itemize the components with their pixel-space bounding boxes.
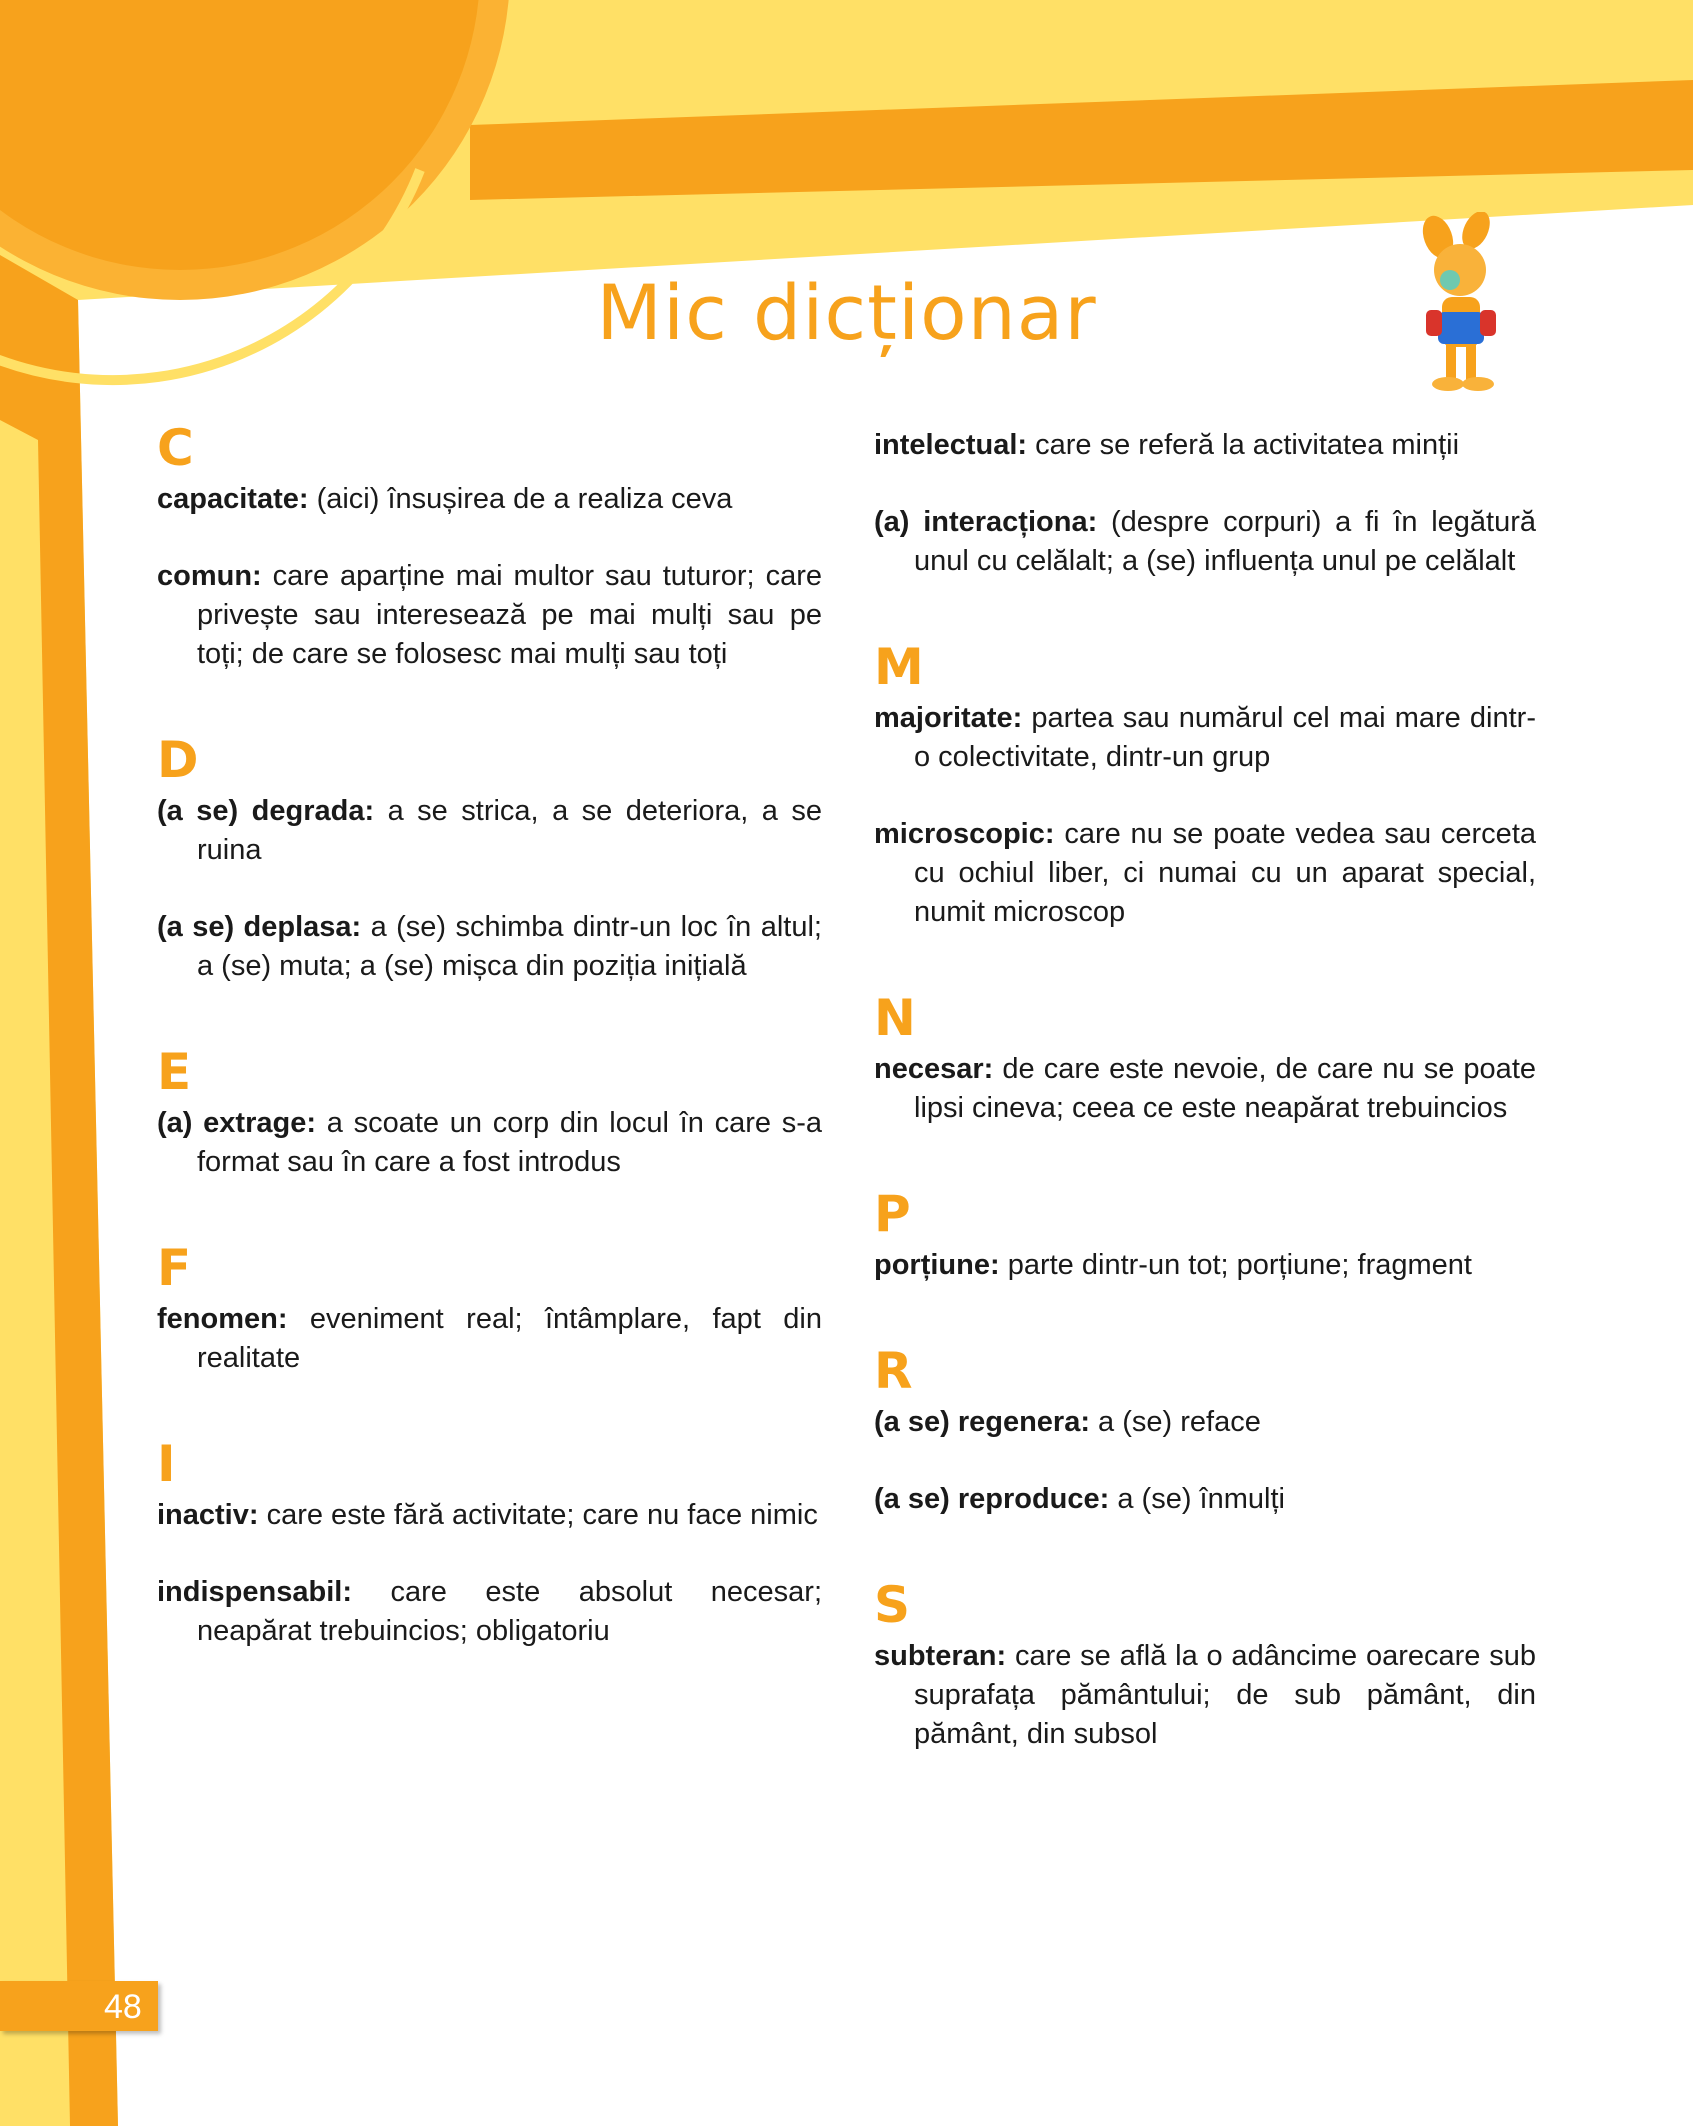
entry-definition: care se referă la activitatea minții bbox=[1027, 429, 1460, 461]
section-s bbox=[874, 1577, 1536, 1754]
rabbit-mascot-icon bbox=[1408, 212, 1528, 397]
section-letter: N bbox=[874, 989, 916, 1047]
section-f bbox=[157, 1240, 822, 1378]
entry-term: (a se) degrada: bbox=[157, 795, 375, 827]
section-letter: F bbox=[157, 1239, 192, 1297]
entry-definition: care este absolut necesar; neapărat trebuincios; obligatoriu bbox=[197, 1576, 822, 1647]
entry-indispensabil bbox=[157, 1573, 822, 1651]
entry-definition: (despre corpuri) a fi în legătură unul cu celălalt; a (se) influența unul pe celălalt bbox=[914, 506, 1536, 577]
entry-term: capacitate: bbox=[157, 483, 309, 515]
entry-capacitate bbox=[157, 480, 822, 519]
entry-term: microscopic: bbox=[874, 818, 1055, 850]
entry-term: necesar: bbox=[874, 1053, 994, 1085]
right-column bbox=[874, 426, 1536, 1812]
section-n bbox=[874, 990, 1536, 1128]
section-m bbox=[874, 639, 1536, 932]
entry-interactiona bbox=[874, 503, 1536, 581]
entry-term: comun: bbox=[157, 560, 262, 592]
entry-term: porțiune: bbox=[874, 1249, 1000, 1281]
entry-necesar bbox=[874, 1050, 1536, 1128]
section-i-continued bbox=[874, 426, 1536, 581]
entry-portiune bbox=[874, 1246, 1536, 1285]
entry-term: intelectual: bbox=[874, 429, 1028, 461]
entry-definition: care se află la o adâncime oarecare sub suprafața pământului; de sub pământ, din pământ, din subsol bbox=[914, 1640, 1536, 1750]
section-r bbox=[874, 1343, 1536, 1519]
entry-definition: care nu se poate vedea sau cerceta cu ochiul liber, ci numai cu un aparat special, numit microscop bbox=[914, 818, 1536, 928]
entry-subteran bbox=[874, 1637, 1536, 1754]
entry-definition: a (se) înmulți bbox=[1109, 1483, 1285, 1515]
entry-inactiv bbox=[157, 1496, 822, 1535]
entry-definition: a scoate un corp din locul în care s-a format sau în care a fost introdus bbox=[197, 1107, 823, 1178]
left-column bbox=[157, 420, 822, 1709]
entry-definition: a (se) reface bbox=[1090, 1406, 1261, 1438]
entry-term: indispensabil: bbox=[157, 1576, 352, 1608]
entry-term: (a se) deplasa: bbox=[157, 911, 362, 943]
entry-reproduce bbox=[874, 1480, 1536, 1519]
entry-majoritate bbox=[874, 699, 1536, 777]
entry-degrada bbox=[157, 792, 822, 870]
section-letter: C bbox=[157, 419, 194, 477]
entry-definition: eveniment real; întâmplare, fapt din realitate bbox=[197, 1303, 822, 1374]
entry-definition: de care este nevoie, de care nu se poate lipsi cineva; ceea ce este neapărat trebuincios bbox=[914, 1053, 1536, 1124]
section-p bbox=[874, 1186, 1536, 1285]
section-letter: M bbox=[874, 638, 924, 696]
section-letter: R bbox=[874, 1342, 913, 1400]
section-letter: D bbox=[157, 731, 199, 789]
entry-definition: (aici) însușirea de a realiza ceva bbox=[308, 483, 733, 515]
entry-definition: a (se) schimba dintr-un loc în altul; a (se) muta; a (se) mișca din poziția inițială bbox=[197, 911, 822, 982]
entry-term: (a) interacționa: bbox=[874, 506, 1098, 538]
entry-regenera bbox=[874, 1403, 1536, 1442]
entry-term: subteran: bbox=[874, 1640, 1007, 1672]
entry-intelectual bbox=[874, 426, 1536, 465]
section-e bbox=[157, 1044, 822, 1182]
entry-definition: a se strica, a se deteriora, a se ruina bbox=[197, 795, 822, 866]
page-title: Mic dicționar bbox=[596, 268, 1097, 357]
entry-term: majoritate: bbox=[874, 702, 1023, 734]
page-number: 48 bbox=[104, 1988, 142, 2026]
entry-term: (a se) reproduce: bbox=[874, 1483, 1110, 1515]
entry-definition: partea sau numărul cel mai mare dintr-o colectivitate, dintr-un grup bbox=[914, 702, 1536, 773]
section-c bbox=[157, 420, 822, 674]
entry-definition: parte dintr-un tot; porțiune; fragment bbox=[999, 1249, 1472, 1281]
entry-definition: care aparține mai multor sau tuturor; care privește sau interesează pe mai mulți sau pe toți; de care se folosesc mai mulți sau toți bbox=[197, 560, 822, 670]
entry-fenomen bbox=[157, 1300, 822, 1378]
section-d bbox=[157, 732, 822, 986]
entry-term: inactiv: bbox=[157, 1499, 259, 1531]
entry-comun bbox=[157, 557, 822, 674]
section-letter: P bbox=[874, 1185, 911, 1243]
entry-microscopic bbox=[874, 815, 1536, 932]
entry-term: (a) extrage: bbox=[157, 1107, 316, 1139]
entry-term: fenomen: bbox=[157, 1303, 288, 1335]
entry-definition: care este fără activitate; care nu face nimic bbox=[258, 1499, 818, 1531]
section-letter: E bbox=[157, 1043, 192, 1101]
entry-extrage bbox=[157, 1104, 822, 1182]
entry-deplasa bbox=[157, 908, 822, 986]
section-letter: I bbox=[157, 1435, 176, 1493]
section-letter: S bbox=[874, 1576, 911, 1634]
entry-term: (a se) regenera: bbox=[874, 1406, 1090, 1438]
section-i bbox=[157, 1436, 822, 1651]
